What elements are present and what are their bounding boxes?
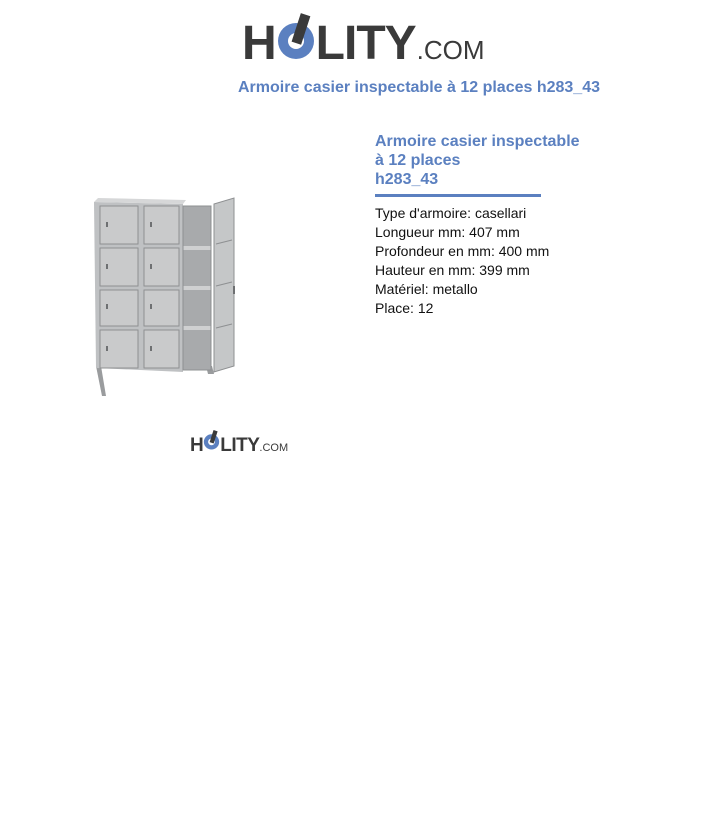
logo-small-domain: .COM [259,442,289,454]
logo-letters-lity: LITY [315,17,416,70]
product-title-line: h283_43 [375,171,439,188]
spec-label: Place: [375,300,414,316]
page-title: Armoire casier inspectable à 12 places h283_43 [238,79,600,96]
spec-label: Type d'armoire: [375,205,472,221]
spec-row [375,242,549,261]
brand-logo-small [190,429,300,456]
logo-small-letters-lity: LITY [220,435,260,456]
product-title-line: Armoire casier inspectable [375,133,580,150]
locker-cabinet-image [88,196,248,400]
spec-value: 399 mm [479,262,530,278]
product-title [375,132,615,189]
spec-row [375,204,549,223]
spec-value: 12 [417,300,434,316]
title-divider [375,194,541,197]
logo-small-letter-h: H [190,435,204,456]
logo-small-o-icon [203,429,220,458]
spec-label: Matériel: [375,281,429,297]
spec-row [375,299,549,318]
logo-letter-h: H [242,17,276,70]
spec-row [375,261,549,280]
spec-label: Longueur mm: [375,224,466,240]
spec-label: Hauteur en mm: [375,262,476,278]
product-title-line: à 12 places [375,152,461,169]
spec-value: 400 mm [498,243,550,259]
spec-value: casellari [474,205,527,221]
spec-value: metallo [432,281,478,297]
spec-row [375,223,549,242]
spec-value: 407 mm [469,224,520,240]
brand-logo[interactable] [242,12,485,70]
spec-row [375,280,549,299]
logo-o-icon [276,12,316,71]
spec-list [375,204,549,318]
spec-label: Profondeur en mm: [375,243,495,259]
logo-domain: .COM [416,35,485,65]
